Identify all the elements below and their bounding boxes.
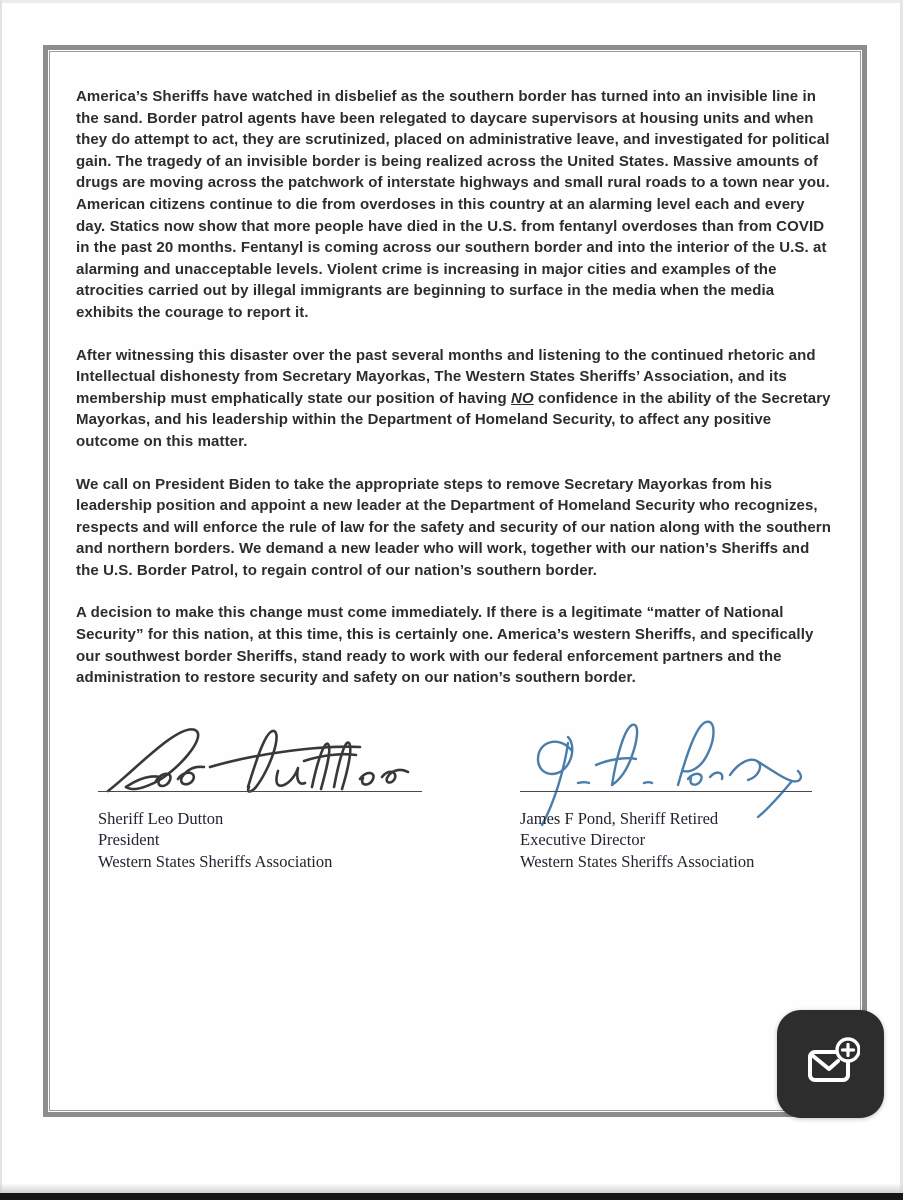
paragraph-2-before: After witnessing this disaster over the past several months and listening to the continued rhetoric and Intellectual dishonesty from Secretary Mayorkas, The Western States Sheriffs’ Association, and its membership must emphatically state our position of having (76, 346, 816, 407)
signature-line-left (98, 791, 422, 792)
signatory-left-name: Sheriff Leo Dutton (98, 808, 224, 828)
scan-bottom-shade (0, 1183, 903, 1193)
signatory-right-title: Executive Director (520, 830, 646, 850)
paragraph-2 (76, 345, 834, 453)
paragraph-1: America’s Sheriffs have watched in disbelief as the southern border has turned into an invisible line in the sand. Border patrol agents have been relegated to daycare supervisors at housing units and when they do attempt to act, they are scrutinized, placed on administrative leave, and investigated for political gain. The tragedy of an invisible border is being realized across the United States. Massive amounts of drugs are moving across the patchwork of interstate highways and small rural roads to a town near you. American citizens continue to die from overdoses in this country at an alarming level each and every day. Statics now show that more people have died in the U.S. from fentanyl overdoses than from COVID in the past 20 months. Fentanyl is coming across our southern border and into the interior of the U.S. at alarming and unacceptable levels. Violent crime is increasing in major cities and examples of the atrocities carried out by illegal immigrants are beginning to surface in the media when the media exhibits the courage to report it. (76, 88, 830, 321)
signatory-right-org: Western States Sheriffs Association (520, 851, 755, 871)
paragraph-2-after: confidence in the ability of the Secretary Mayorkas, and his leadership within the Department of Homeland Security, to affect any positive outcome on this matter. (76, 389, 831, 450)
letter-page-frame-inner (49, 51, 861, 1111)
letter-page-frame (43, 45, 867, 1117)
signature-row (76, 717, 834, 873)
signature-block-left (98, 717, 430, 873)
signatory-right-name: James F Pond, Sheriff Retired (520, 808, 719, 828)
signature-line-right (520, 791, 812, 792)
letter-body (50, 52, 860, 1110)
signatory-right-text (520, 808, 820, 873)
paragraph-2-emphasis-no: NO (511, 389, 534, 407)
paragraph-3: We call on President Biden to take the appropriate steps to remove Secretary Mayorkas from his leadership position and appoint a new leader at the Department of Homeland Security who recognizes, respects and will enforce the rule of law for the safety and security of our nation along with the southern and northern borders. We demand a new leader who will work, together with our nation’s Sheriffs and the U.S. Border Patrol, to regain control of our nation’s southern border. (76, 475, 831, 579)
signatory-left-text (98, 808, 430, 873)
signatory-left-title: President (98, 830, 160, 850)
compose-email-button[interactable] (777, 1010, 884, 1118)
new-email-icon (802, 1037, 860, 1091)
scan-bottom-bar (0, 1193, 903, 1200)
signature-block-right (520, 717, 820, 873)
scan-left-edge (0, 0, 2, 1200)
signatory-left-org: Western States Sheriffs Association (98, 851, 333, 871)
scan-top-edge (0, 0, 903, 3)
paragraph-4: A decision to make this change must come immediately. If there is a legitimate “matter of National Security” for this nation, at this time, this is certainly one. America’s western Sheriffs, and specifically our southwest border Sheriffs, stand ready to work with our federal enforcement partners and the administration to restore security and safety on our nation’s southern border. (76, 604, 814, 687)
